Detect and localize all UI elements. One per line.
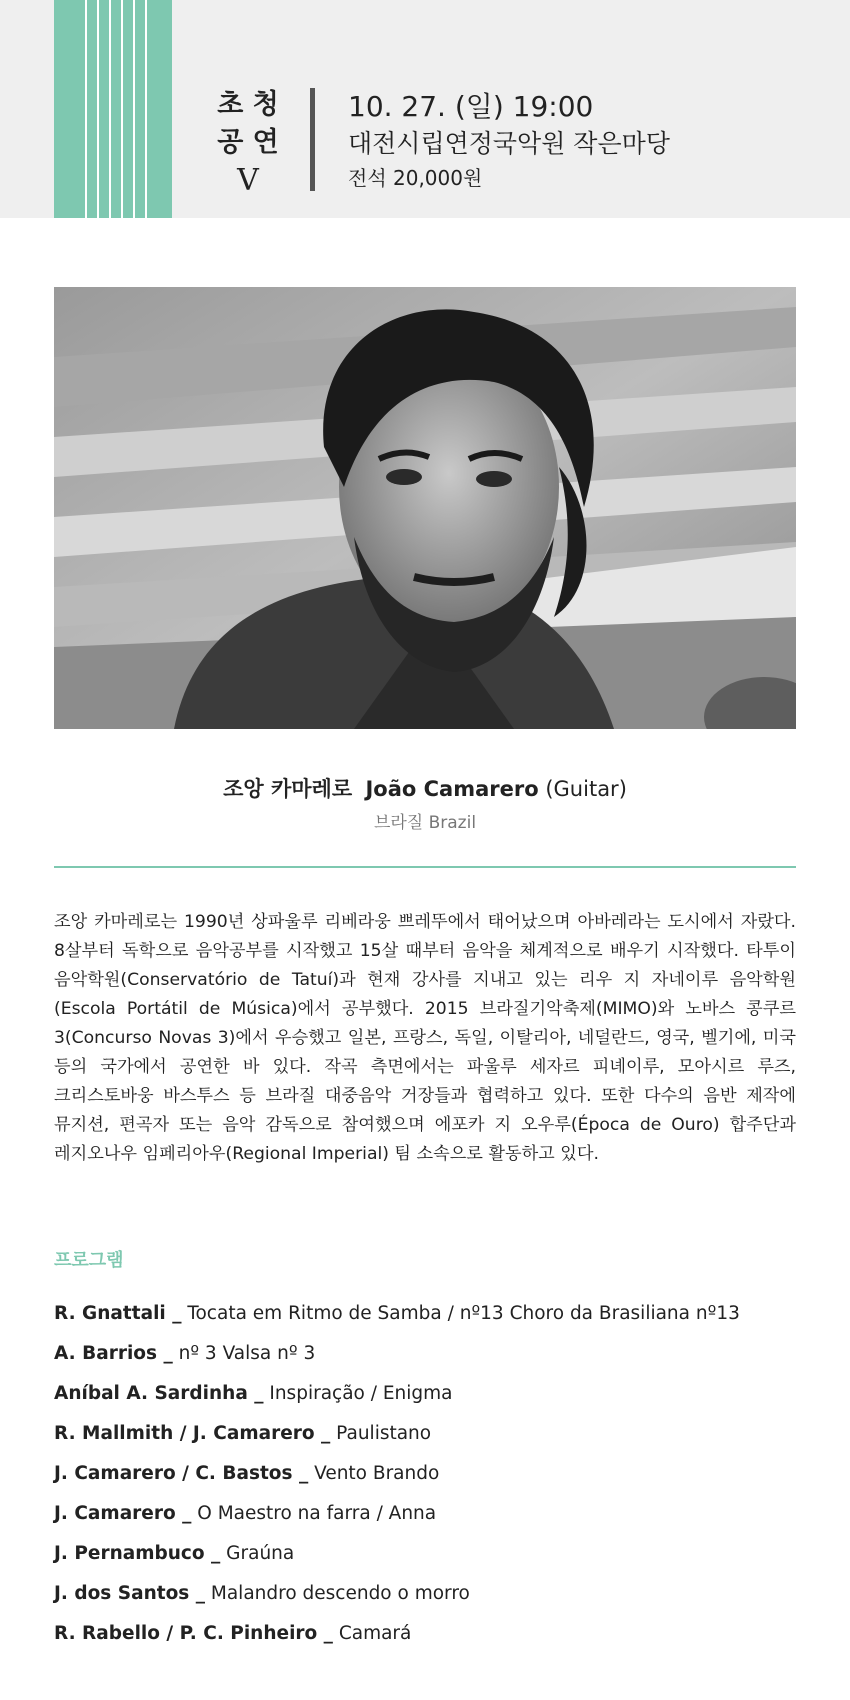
program-works: Paulistano bbox=[330, 1423, 432, 1444]
performer-info bbox=[0, 773, 850, 837]
program-composer: R. Gnattali _ bbox=[54, 1303, 182, 1324]
performer-instrument: (Guitar) bbox=[545, 777, 627, 801]
badge-roman-numeral: V bbox=[237, 163, 259, 198]
program-item bbox=[54, 1420, 796, 1460]
program-item bbox=[54, 1340, 796, 1380]
header-divider bbox=[310, 88, 315, 191]
header-banner bbox=[0, 0, 850, 218]
stripe-line bbox=[133, 0, 135, 218]
badge-line-2: 공 연 bbox=[217, 127, 279, 158]
event-venue: 대전시립연정국악원 작은마당 bbox=[348, 129, 670, 158]
program-composer: J. Camarero / C. Bastos _ bbox=[54, 1463, 309, 1484]
performer-photo bbox=[54, 287, 796, 729]
section-divider bbox=[54, 866, 796, 868]
program-works: nº 3 Valsa nº 3 bbox=[172, 1343, 316, 1364]
program-works: Inspiração / Enigma bbox=[263, 1383, 453, 1404]
program-works: O Maestro na farra / Anna bbox=[191, 1503, 437, 1524]
invitation-badge bbox=[200, 86, 296, 200]
biography-text: 조앙 카마레로는 1990년 상파울루 리베라웅 쁘레뚜에서 태어났으며 아바레라는 도시에서 자랐다. 8살부터 독학으로 음악공부를 시작했고 15살 때부터 음악을 체계적으로 배우기 시작했다. 타투이 음악학원(Conservatório de Tatuí)과 현재 강사를 지내고 있는 리우 지 자네이루 음악학원(Escola Portátil de Música)에서 공부했다. 2015 브라질기악축제(MIMO)와 노바스 콩쿠르 3(Concurso Novas 3)에서 우승했고 일본, 프랑스, 독일, 이탈리아, 네덜란드, 영국, 벨기에, 미국 등의 국가에서 공연한 바 있다. 작곡 측면에서는 파울루 세자르 피녜이루, 모아시르 루즈, 크리스토바웅 바스투스 등 브라질 대중음악 거장들과 협력하고 있다. 또한 다수의 음반 제작에 뮤지션, 편곡자 또는 음악 감독으로 참여했으며 에포카 지 오우루(Época de Ouro) 합주단과 레지오나우 임페리아우(Regional Imperial) 팀 소속으로 활동하고 있다. bbox=[54, 912, 796, 1164]
event-price: 전석 20,000원 bbox=[348, 166, 483, 190]
performer-photo-illustration bbox=[54, 287, 796, 729]
program-works: Vento Brando bbox=[308, 1463, 440, 1484]
program-item bbox=[54, 1580, 796, 1620]
performer-country: 브라질 Brazil bbox=[373, 813, 477, 833]
program-list bbox=[54, 1300, 796, 1660]
event-info bbox=[348, 88, 670, 194]
program-composer: J. Pernambuco _ bbox=[54, 1543, 221, 1564]
performer-name bbox=[0, 773, 850, 805]
program-composer: A. Barrios _ bbox=[54, 1343, 173, 1364]
program-item bbox=[54, 1500, 796, 1540]
program-item bbox=[54, 1540, 796, 1580]
performer-name-korean: 조앙 카마레로 bbox=[223, 777, 353, 801]
program-item bbox=[54, 1620, 796, 1660]
program-composer: J. Camarero _ bbox=[54, 1503, 192, 1524]
stripe-line bbox=[85, 0, 87, 218]
program-works: Graúna bbox=[220, 1543, 295, 1564]
program-item bbox=[54, 1460, 796, 1500]
program-works: Malandro descendo o morro bbox=[205, 1583, 470, 1604]
program-composer: J. dos Santos _ bbox=[54, 1583, 205, 1604]
performer-name-latin: João Camarero bbox=[365, 777, 539, 801]
stripe-line bbox=[145, 0, 147, 218]
program-item bbox=[54, 1380, 796, 1420]
program-composer: R. Rabello / P. C. Pinheiro _ bbox=[54, 1623, 333, 1644]
decorative-stripes bbox=[54, 0, 172, 218]
program-item bbox=[54, 1300, 796, 1340]
program-works: Camará bbox=[332, 1623, 412, 1644]
event-date: 10. 27. (일) 19:00 bbox=[348, 90, 594, 123]
stripe-line bbox=[121, 0, 123, 218]
program-composer: Aníbal A. Sardinha _ bbox=[54, 1383, 264, 1404]
program-works: Tocata em Ritmo de Samba / nº13 Choro da Brasiliana nº13 bbox=[181, 1303, 740, 1324]
stripe-line bbox=[97, 0, 99, 218]
program-composer: R. Mallmith / J. Camarero _ bbox=[54, 1423, 331, 1444]
program-heading: 프로그램 bbox=[54, 1250, 124, 1271]
badge-line-1: 초 청 bbox=[217, 89, 279, 120]
stripe-line bbox=[109, 0, 111, 218]
